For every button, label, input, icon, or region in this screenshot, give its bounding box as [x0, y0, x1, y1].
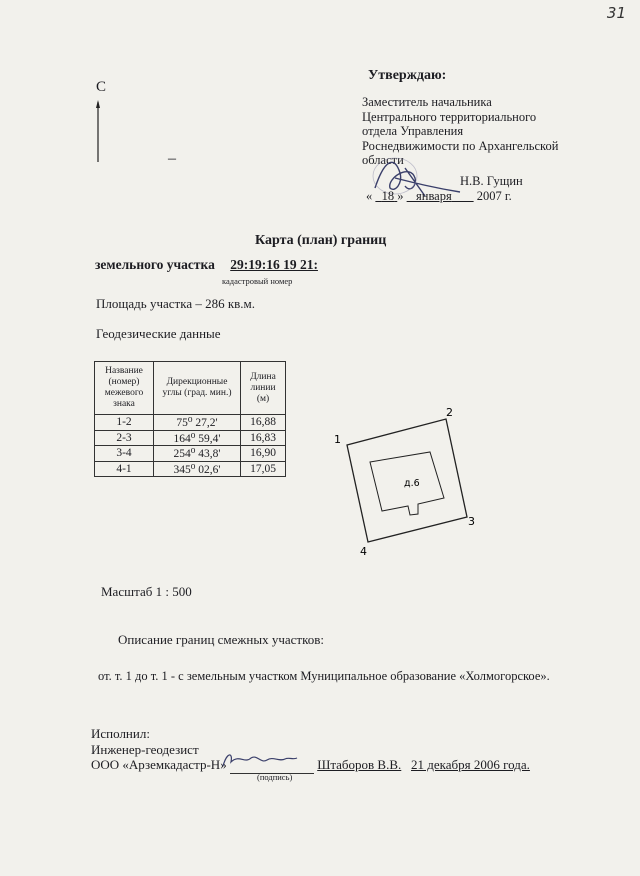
area-text: Площадь участка – 286 кв.м. — [96, 296, 256, 311]
signature-caption: (подпись) — [257, 772, 293, 782]
cadastral-caption: кадастровый номер — [222, 276, 293, 286]
date-month-value: января — [416, 189, 452, 203]
table-cell: 345⁰ 02,6' — [154, 461, 241, 477]
parcel-line — [95, 257, 318, 273]
point-label-2: 2 — [446, 406, 453, 419]
approver-name: Н.В. Гущин — [460, 174, 523, 188]
approval-line: Роснедвижимости по Архангельской — [362, 138, 559, 153]
table-header-row — [95, 362, 286, 415]
parcel-plan — [320, 400, 490, 560]
approval-line: отдела Управления — [362, 124, 464, 139]
header-angle: Дирекционные углы (град. мин.) — [154, 362, 241, 415]
table-row — [95, 446, 286, 462]
date-month — [407, 189, 474, 203]
table-cell: 2-3 — [95, 430, 154, 446]
north-label: С — [96, 79, 107, 95]
date-day-value: 18 — [381, 189, 395, 203]
cadastral-number: 29:19:16 19 21: — [230, 257, 318, 272]
date-quote-open: « — [366, 189, 373, 203]
boundaries-title: Описание границ смежных участков: — [118, 632, 325, 647]
header-point: Название (номер) межевого знака — [95, 362, 154, 415]
table-cell: 16,83 — [241, 430, 286, 446]
approval-title: Утверждаю: — [368, 68, 447, 83]
boundaries-text: от. т. 1 до т. 1 - с земельным участком Муниципальное образование «Холмогорское». — [98, 669, 550, 683]
table-cell: 254⁰ 43,8' — [154, 446, 241, 462]
header-length: Длина линии (м) — [241, 362, 286, 415]
approval-line: области — [362, 153, 404, 168]
date-day — [375, 189, 397, 203]
point-label-3: 3 — [468, 515, 475, 528]
table-cell: 16,88 — [241, 415, 286, 431]
scale-text: Масштаб 1 : 500 — [101, 584, 192, 599]
geo-table — [94, 361, 286, 477]
executor-role: Инженер-геодезист — [91, 742, 199, 757]
executor-label: Исполнил: — [91, 726, 150, 741]
table-cell: 17,05 — [241, 461, 286, 477]
map-title: Карта (план) границ — [255, 233, 387, 248]
table-row — [95, 415, 286, 431]
table-cell: 4-1 — [95, 461, 154, 477]
north-arrow-icon — [96, 100, 104, 162]
point-label-4: 4 — [360, 545, 367, 558]
parcel-label: земельного участка — [95, 257, 215, 272]
date-quote-close: » — [397, 189, 404, 203]
table-cell: 3-4 — [95, 446, 154, 462]
executor-name: Штаборов В.В. — [317, 757, 402, 772]
approval-date — [366, 189, 512, 204]
date-year: 2007 г. — [476, 189, 512, 203]
page-number: 31 — [606, 4, 626, 22]
separator-dash: – — [168, 150, 176, 167]
table-row — [95, 430, 286, 446]
table-cell: 164⁰ 59,4' — [154, 430, 241, 446]
table-cell: 75⁰ 27,2' — [154, 415, 241, 431]
building-label: д.6 — [404, 478, 420, 489]
approval-line: Заместитель начальника — [362, 95, 492, 109]
executor-org: ООО «Арземкадастр-Н» — [91, 757, 227, 772]
executor-line — [91, 757, 530, 774]
table-cell: 16,90 — [241, 446, 286, 462]
table-cell: 1-2 — [95, 415, 154, 431]
executor-date: 21 декабря 2006 года. — [411, 757, 530, 772]
executor-signature-icon — [219, 748, 299, 772]
table-row — [95, 461, 286, 477]
approval-line: Центрального территориального — [362, 109, 537, 124]
point-label-1: 1 — [334, 433, 341, 446]
geo-title: Геодезические данные — [96, 326, 221, 341]
